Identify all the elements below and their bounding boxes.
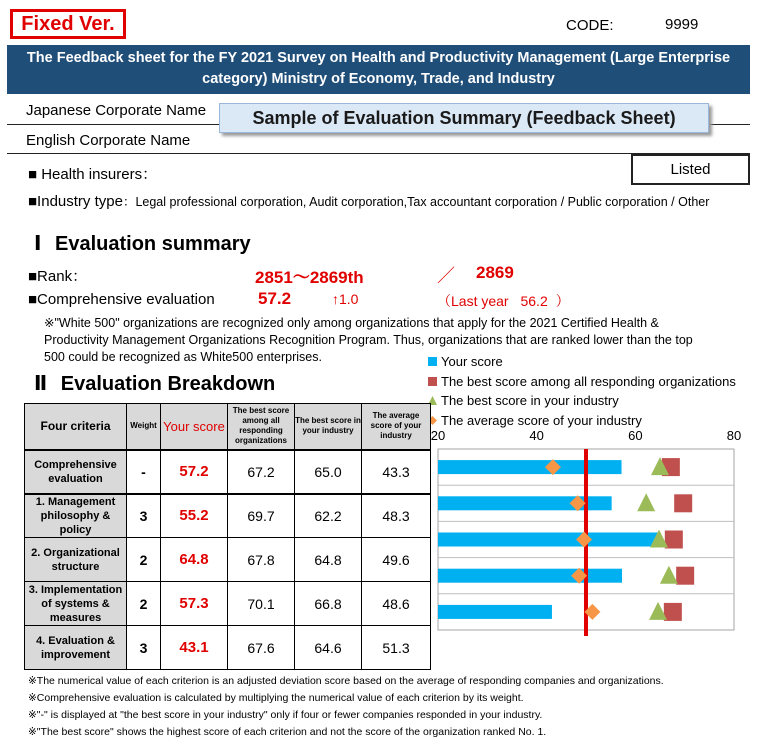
- footnote: ※The numerical value of each criterion is an adjusted deviation score based on the average of responding companies and organizations.: [28, 675, 664, 687]
- your-score-bar: [438, 533, 659, 547]
- section-2-heading: [34, 371, 275, 396]
- code-value: 9999: [665, 16, 699, 33]
- health-insurers-label: ■ Health insurers：: [28, 166, 158, 183]
- header-best-industry: The best score in your industry: [295, 404, 362, 450]
- code-label: CODE:: [566, 17, 614, 34]
- x-tick-label: 40: [529, 428, 544, 443]
- best-industry-cell: 64.6: [295, 626, 362, 670]
- header-your-score: Your score: [161, 404, 228, 450]
- criterion-weight: 3: [127, 494, 161, 538]
- x-tick-label: 80: [726, 428, 742, 443]
- your-score-bar: [438, 605, 552, 619]
- criterion-name: 1. Management philosophy & policy: [25, 494, 127, 538]
- best-all-marker: [676, 567, 694, 585]
- score-chart: [428, 425, 748, 675]
- legend-label: Your score: [441, 354, 503, 370]
- last-year-label: （Last year: [437, 293, 509, 309]
- industry-type-label: ■Industry type: [28, 193, 123, 210]
- header-weight: Weight: [127, 404, 161, 450]
- header-best-all: The best score among all responding organizations: [228, 404, 295, 450]
- best-industry-cell: 64.8: [295, 538, 362, 582]
- avg-industry-cell: 48.3: [362, 494, 431, 538]
- avg-industry-cell: 49.6: [362, 538, 431, 582]
- your-score-bar: [438, 569, 622, 583]
- legend-label: The average score of your industry: [441, 412, 642, 428]
- criterion-weight: -: [127, 450, 161, 494]
- square-icon: [428, 357, 437, 366]
- criterion-weight: 2: [127, 582, 161, 626]
- fixed-version-badge: Fixed Ver.: [10, 9, 126, 39]
- banner-line-1: The Feedback sheet for the FY 2021 Survey on Health and Productivity Management (Large Enterprise: [26, 50, 731, 66]
- best-industry-cell: 62.2: [295, 494, 362, 538]
- english-corporate-name-label: English Corporate Name: [26, 132, 191, 149]
- criterion-name: 3. Implementation of systems & measures: [25, 582, 127, 626]
- best-all-cell: 67.8: [228, 538, 295, 582]
- table-row: [25, 450, 431, 494]
- your-score-cell: 55.2: [161, 494, 228, 538]
- legend-best-all: [428, 372, 736, 392]
- legend-label: The best score in your industry: [441, 393, 619, 409]
- avg-industry-cell: 43.3: [362, 450, 431, 494]
- table-row: [25, 494, 431, 538]
- last-year-close: ）: [555, 293, 570, 309]
- industry-type-value: ：Legal professional corporation, Audit corporation,Tax accountant corporation / Public corporation / Other: [122, 195, 710, 209]
- criterion-weight: 3: [127, 626, 161, 670]
- comprehensive-evaluation-value: 57.2: [258, 289, 292, 308]
- banner-line-2: category) Ministry of Economy, Trade, and Industry: [202, 71, 555, 87]
- criteria-table: [24, 403, 431, 670]
- best-all-cell: 67.2: [228, 450, 295, 494]
- note-line: ※"White 500" organizations are recognized only among organizations that apply for the 2021 Certified Health &: [44, 316, 659, 330]
- rank-label: ■Rank：: [28, 268, 88, 285]
- rank-value: 2851～2869th: [255, 268, 364, 287]
- x-tick-label: 60: [628, 428, 643, 443]
- title-banner: [7, 45, 750, 94]
- listed-box: Listed: [631, 154, 750, 185]
- legend-label: The best score among all responding organizations: [441, 373, 736, 389]
- footnote: ※Comprehensive evaluation is calculated by multiplying the numerical value of each criterion by its weight.: [28, 692, 524, 704]
- best-all-cell: 69.7: [228, 494, 295, 538]
- avg-industry-cell: 51.3: [362, 626, 431, 670]
- header-criteria: Four criteria: [25, 404, 127, 450]
- rank-total: 2869: [476, 263, 514, 282]
- header-avg-industry: The average score of your industry: [362, 404, 431, 450]
- best-all-cell: 67.6: [228, 626, 295, 670]
- chart-legend: [428, 352, 736, 430]
- table-header-row: [25, 404, 431, 450]
- legend-best-industry: [428, 391, 736, 411]
- best-all-marker: [674, 494, 692, 512]
- best-all-cell: 70.1: [228, 582, 295, 626]
- your-score-bar: [438, 460, 622, 474]
- legend-your-score: [428, 352, 736, 372]
- last-year-group: [437, 291, 570, 311]
- best-industry-marker: [660, 566, 678, 584]
- table-row: [25, 626, 431, 670]
- avg-industry-cell: 48.6: [362, 582, 431, 626]
- criterion-weight: 2: [127, 538, 161, 582]
- criterion-name: 2. Organizational structure: [25, 538, 127, 582]
- footnote: ※"The best score" shows the highest score of each criterion and not the score of the organization ranked No. 1.: [28, 726, 547, 738]
- best-industry-marker: [637, 493, 655, 511]
- section-2-number: Ⅱ: [34, 373, 48, 395]
- best-all-marker: [664, 603, 682, 621]
- table-row: [25, 538, 431, 582]
- section-1-heading: [34, 231, 251, 256]
- comprehensive-evaluation-label: ■Comprehensive evaluation: [28, 291, 215, 308]
- comprehensive-evaluation-change: ↑1.0: [332, 291, 359, 307]
- criterion-name: Comprehensive evaluation: [25, 450, 127, 494]
- section-1-title: Evaluation summary: [55, 233, 251, 255]
- industry-type-row: [28, 192, 709, 211]
- table-row: [25, 582, 431, 626]
- square-icon: [428, 377, 437, 386]
- best-all-marker: [665, 531, 683, 549]
- criterion-name: 4. Evaluation & improvement: [25, 626, 127, 670]
- x-tick-label: 20: [430, 428, 446, 443]
- best-industry-cell: 66.8: [295, 582, 362, 626]
- footnotes: [28, 674, 758, 739]
- your-score-cell: 64.8: [161, 538, 228, 582]
- section-1-number: Ⅰ: [34, 233, 42, 255]
- rank-slash: ／: [437, 266, 455, 286]
- your-score-cell: 57.2: [161, 450, 228, 494]
- japanese-corporate-name-label: Japanese Corporate Name: [26, 102, 207, 119]
- section-2-title: Evaluation Breakdown: [60, 373, 276, 395]
- your-score-cell: 43.1: [161, 626, 228, 670]
- footnote: ※"-" is displayed at "the best score in your industry" only if four or fewer companies responded in your industry.: [28, 709, 543, 721]
- your-score-cell: 57.3: [161, 582, 228, 626]
- note-line: Productivity Management Organizations Recognition Program. Thus, organizations that are ranked lower than the top: [44, 333, 693, 347]
- last-year-value: 56.2: [520, 293, 548, 309]
- sample-title-box: Sample of Evaluation Summary (Feedback Sheet): [219, 103, 709, 133]
- best-industry-cell: 65.0: [295, 450, 362, 494]
- note-line: 500 could be recognized as White500 enterprises.: [44, 350, 322, 364]
